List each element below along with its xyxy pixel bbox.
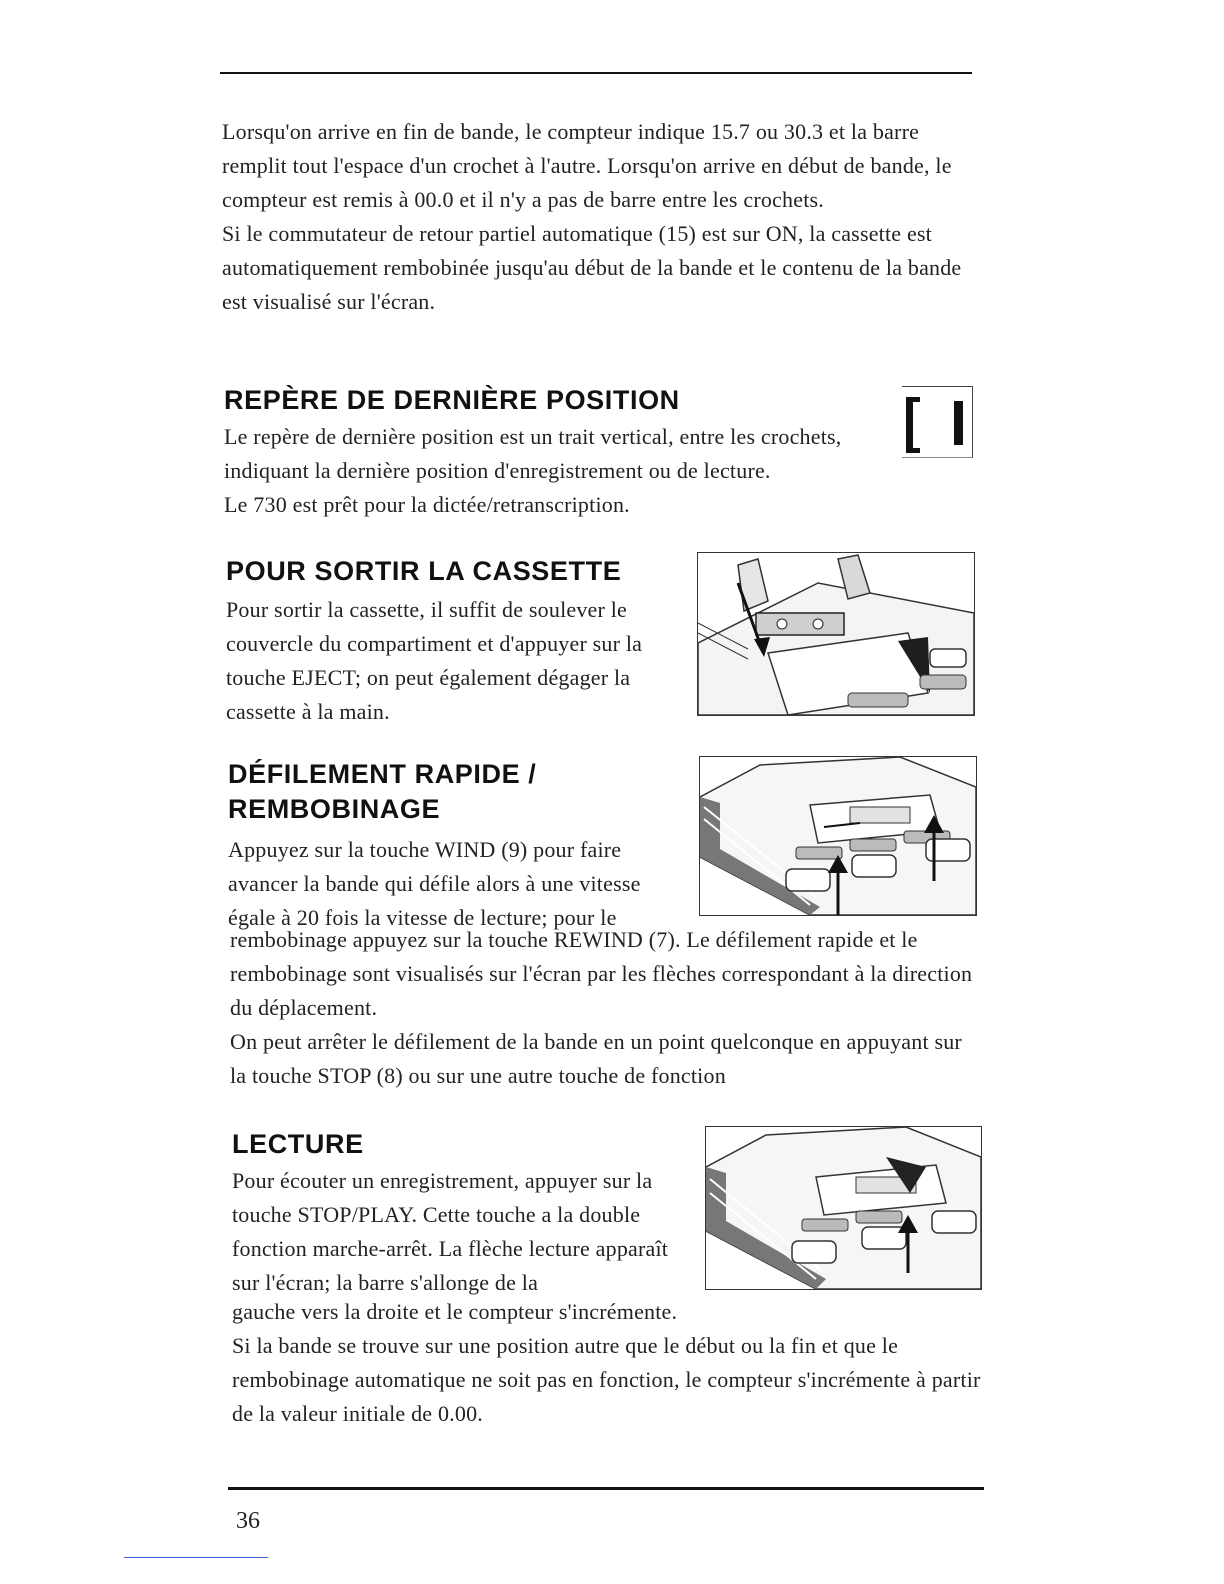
last-position-marker-figure xyxy=(902,386,973,458)
eject-cassette-illustration xyxy=(697,552,975,716)
section-defilement-paragraph-full: rembobinage appuyez sur la touche REWIND (7). Le défilement rapide et le rembobinage sont visualisés sur l'écran par les flèches correspondant à la direction du déplacement. xyxy=(230,927,973,1020)
section-sortir-paragraph: Pour sortir la cassette, il suffit de soulever le couvercle du compartiment et d'appuyer sur la touche EJECT; on peut également dégager la cassette à la main. xyxy=(226,597,643,724)
section-repere xyxy=(224,383,904,522)
section-lecture xyxy=(232,1127,692,1300)
left-bracket-icon xyxy=(906,397,920,453)
section-defilement-paragraph-wrapped: Appuyez sur la touche WIND (9) pour faire avancer la bande qui défile alors à une vitesse égale à 20 fois la vitesse de lecture; pour le xyxy=(228,837,641,930)
section-repere-paragraph-1: Le repère de dernière position est un trait vertical, entre les crochets, indiquant la dernière position d'enregistrement ou de lecture. xyxy=(224,424,842,483)
wind-rewind-illustration xyxy=(699,756,977,916)
section-defilement-title-line-2: REMBOBINAGE xyxy=(228,794,441,824)
section-defilement xyxy=(228,757,688,935)
page-number: 36 xyxy=(236,1508,260,1534)
section-repere-title: REPÈRE DE DERNIÈRE POSITION xyxy=(224,385,680,415)
section-lecture-continued xyxy=(232,1295,984,1431)
section-sortir-title: POUR SORTIR LA CASSETTE xyxy=(226,556,622,586)
section-defilement-continued xyxy=(230,923,982,1093)
bottom-rule xyxy=(228,1487,984,1490)
section-defilement-paragraph-2: On peut arrêter le défilement de la bande en un point quelconque en appuyant sur la touche STOP (8) ou sur une autre touche de fonction xyxy=(230,1029,962,1088)
section-repere-paragraph-2: Le 730 est prêt pour la dictée/retranscription. xyxy=(224,492,630,517)
position-bar-icon xyxy=(954,401,963,445)
section-lecture-title: LECTURE xyxy=(232,1129,364,1159)
section-sortir xyxy=(226,554,686,729)
intro-section xyxy=(222,115,972,319)
top-rule xyxy=(220,72,972,74)
section-lecture-paragraph-wrapped: Pour écouter un enregistrement, appuyer sur la touche STOP/PLAY. Cette touche a la double fonction marche-arrêt. La flèche lecture apparaît sur l'écran; la barre s'allonge de la xyxy=(232,1168,669,1295)
section-lecture-paragraph-full: gauche vers la droite et le compteur s'incrémente. xyxy=(232,1299,678,1324)
intro-paragraph-2: Si le commutateur de retour partiel automatique (15) est sur ON, la cassette est automatiquement rembobinée jusqu'au début de la bande et le contenu de la bande est visualisé sur l'écran. xyxy=(222,221,962,314)
stop-play-illustration xyxy=(705,1126,982,1290)
intro-paragraph-1: Lorsqu'on arrive en fin de bande, le compteur indique 15.7 ou 30.3 et la barre remplit tout l'espace d'un crochet à l'autre. Lorsqu'on arrive en début de bande, le compteur est remis à 00.0 et il n'y a pas de barre entre les crochets. xyxy=(222,119,952,212)
footer-link-underline xyxy=(124,1557,268,1558)
section-lecture-paragraph-2: Si la bande se trouve sur une position autre que le début ou la fin et que le rembobinage automatique ne soit pas en fonction, le compteur s'incrémente à partir de la valeur initiale de 0.00. xyxy=(232,1333,981,1426)
section-defilement-title-line-1: DÉFILEMENT RAPIDE / xyxy=(228,759,537,789)
